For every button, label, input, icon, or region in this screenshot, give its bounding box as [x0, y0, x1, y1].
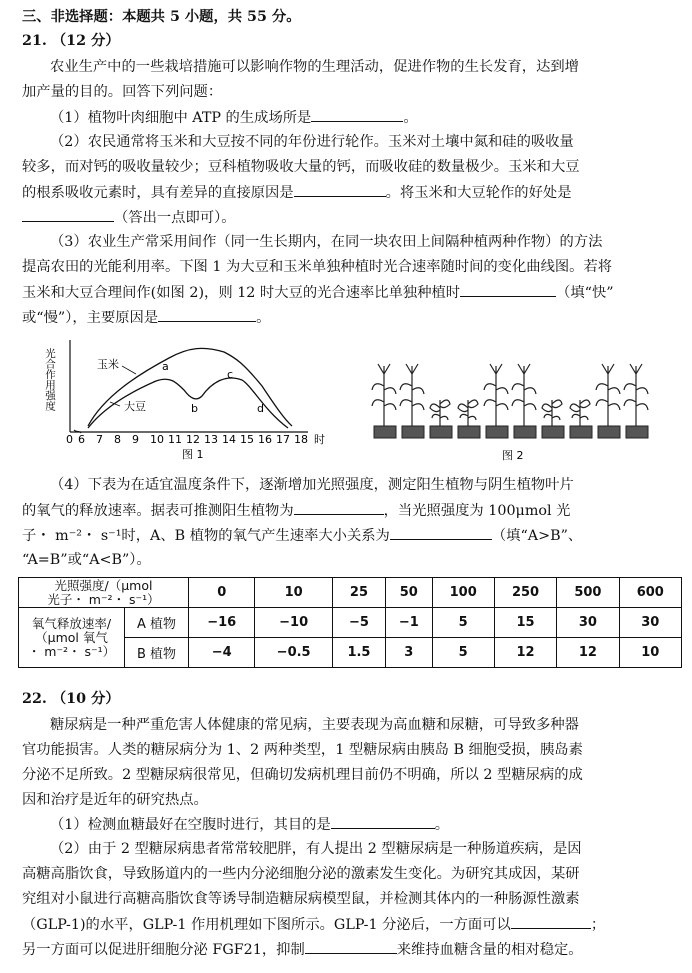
fig1-ylabel: 光合作用强度 — [44, 348, 56, 411]
fig2-soil-block — [374, 426, 396, 438]
q21-part1 — [50, 106, 674, 129]
q21-part3-line4 — [22, 306, 674, 329]
figure-2-drawing — [370, 360, 662, 462]
fig2-soil-block — [570, 426, 592, 438]
q21-part2-line3 — [22, 181, 674, 204]
q22-part2-line5 — [22, 938, 674, 961]
q22-intro-line3: 分泌不足所致。2 型糖尿病很常见，但确切发病机理目前仍不明确，所以 2 型糖尿病的成 — [22, 767, 583, 783]
q21-part3-blank1[interactable] — [460, 281, 556, 297]
fig1-tick-label: 7 — [96, 433, 103, 446]
q21-part4-text-c: 子・ m⁻²・ s⁻¹时，A、B 植物的氧气产生速率大小关系为 — [22, 528, 390, 544]
table-intensity-cell: 500 — [557, 578, 619, 608]
figure-1 — [44, 334, 334, 462]
q22-part2-text-a: （GLP-1)的水平，GLP-1 作用机理如下图所示。GLP-1 分泌后，一方面可以 — [22, 917, 511, 933]
table-intensity-cell: 600 — [619, 578, 681, 608]
q21-part2-line2: 较多，而对钙的吸收量较少；豆科植物吸收大量的钙，而吸收硅的数量极少。玉米和大豆 — [22, 159, 580, 175]
table-row-a — [19, 608, 682, 638]
q22-part2-line3: 究组对小鼠进行高糖高脂饮食等诱导制造糖尿病模型鼠，并检测其体内的一种肠源性激素 — [22, 891, 580, 907]
q21-part4-line1: （4）下表为在适宜温度条件下，逐渐增加光照强度，测定阳生植物与阴生植物叶片 — [50, 477, 574, 493]
fig2-soil-row — [374, 426, 648, 438]
fig1-soy-label: 大豆 — [124, 400, 146, 413]
q21-part2-line4 — [22, 206, 674, 229]
q21-part2-text-b: 。将玉米和大豆轮作的好处是 — [385, 185, 572, 201]
fig1-tick-label: 17 — [276, 433, 290, 446]
figure-1-chart — [44, 334, 334, 462]
q21-part2-line1: （2）农民通常将玉米和大豆按不同的年份进行轮作。玉米对土壤中氮和硅的吸收量 — [50, 134, 574, 150]
q21-part3-text-c: 或“慢”），主要原因是 — [22, 310, 159, 326]
q22-part1-text: （1）检测血糖最好在空腹时进行，其目的是 — [50, 817, 331, 833]
oxygen-rate-table — [18, 577, 682, 668]
table-cell: 1.5 — [332, 638, 385, 668]
fig1-tick-label: 8 — [114, 433, 121, 446]
table-intensity-cell: 250 — [494, 578, 556, 608]
q21-part3-line2: 提高农田的光能利用率。下图 1 为大豆和玉米单独种植时光合速率随时间的变化曲线图。若将 — [22, 259, 613, 275]
table-cell: −5 — [332, 608, 385, 638]
fig2-soil-block — [598, 426, 620, 438]
fig1-point-c: c — [227, 368, 234, 381]
q21-part2-text-a: 的根系吸收元素时，具有差异的直接原因是 — [22, 185, 294, 201]
q21-part4-line3 — [22, 524, 674, 547]
fig1-tick-label: 15 — [240, 433, 254, 446]
q22-part2-line4 — [22, 913, 674, 936]
fig1-tick-label: 0 — [66, 433, 73, 446]
table-cell: 12 — [557, 638, 619, 668]
q22-intro-line4: 因和治疗是近年的研究热点。 — [22, 792, 208, 808]
q21-intro-line1: 农业生产中的一些栽培措施可以影响作物的生理活动，促进作物的生长发育，达到增 — [50, 59, 579, 75]
fig1-tick-label: 10 — [150, 433, 164, 446]
q21-part2-blank2[interactable] — [22, 206, 114, 222]
q22-part1 — [50, 813, 674, 836]
q21-header: 21. （12 分） — [22, 33, 120, 49]
section-title: 三、非选择题：本题共 5 小题，共 55 分。 — [22, 9, 301, 25]
q21-part3-text-a: 玉米和大豆合理间作(如图 2)，则 12 时大豆的光合速率比单独种植时 — [22, 285, 461, 301]
table-cell: −10 — [255, 608, 332, 638]
q21-part3-line3 — [22, 281, 674, 304]
q21-part4-text-a: 的氧气的释放速率。据表可推测阳生植物为 — [22, 503, 294, 519]
fig2-corn-plant — [372, 364, 396, 426]
fig1-corn-pointer — [122, 366, 136, 374]
table-header-row — [19, 578, 682, 608]
table-header-label-line1: 光照强度/（μmol — [54, 577, 153, 593]
q22-intro-line1: 糖尿病是一种严重危害人体健康的常见病，主要表现为高血糖和尿糖，可导致多种器 — [50, 717, 579, 733]
fig1-tick-label: 12 — [186, 433, 200, 446]
fig2-soil-block — [430, 426, 452, 438]
table-cell: 10 — [619, 638, 681, 668]
fig2-soil-block — [626, 426, 648, 438]
q21-part3-text-d: 。 — [256, 310, 271, 326]
table-cell: −1 — [386, 608, 432, 638]
q22-intro-line2: 官功能损害。人类的糖尿病分为 1、2 两种类型，1 型糖尿病由胰岛 B 细胞受损，胰岛素 — [22, 742, 583, 758]
fig1-tick-label: 18 — [294, 433, 308, 446]
fig1-tick-label: 16 — [258, 433, 272, 446]
table-header-label — [19, 578, 189, 608]
q22-part2-text-d: 来维持血糖含量的相对稳定。 — [396, 942, 583, 958]
q21-part4-line2 — [22, 499, 674, 522]
q22-part2-line1: （2）由于 2 型糖尿病患者常常较肥胖，有人提出 2 型糖尿病是一种肠道疾病，是因 — [50, 841, 582, 857]
table-cell: 3 — [386, 638, 432, 668]
fig2-soil-block — [514, 426, 536, 438]
q21-intro-line2: 加产量的目的。回答下列问题： — [22, 84, 223, 100]
fig1-tick-label: 11 — [168, 433, 182, 446]
fig2-soybean-plant — [542, 400, 562, 426]
fig1-x-ticks — [66, 433, 308, 446]
table-cell: −4 — [189, 638, 255, 668]
q21-part4-line4: “A=B”或“A<B”）。 — [22, 552, 151, 568]
fig2-caption: 图 2 — [502, 449, 524, 462]
table-intensity-cell: 10 — [255, 578, 332, 608]
table-intensity-cell: 100 — [432, 578, 494, 608]
q22-header: 22. （10 分） — [22, 691, 120, 707]
table-cell: 30 — [619, 608, 681, 638]
fig2-soybean-plant — [430, 400, 450, 426]
q21-part3-blank2[interactable] — [158, 306, 256, 322]
fig2-soybean-plant — [458, 400, 478, 426]
q22-part1-blank[interactable] — [331, 813, 435, 829]
q21-part4-blank2[interactable] — [390, 524, 492, 540]
table-row-b-label: B 植物 — [125, 638, 189, 668]
q21-part4-text-d: （填“A>B”、 — [491, 528, 583, 544]
fig2-soybean-plant — [570, 400, 590, 426]
table-cell: 5 — [432, 638, 494, 668]
table-cell: −16 — [189, 608, 255, 638]
q21-part3-text-b: （填“快” — [556, 285, 614, 301]
q21-part1-text: （1）植物叶肉细胞中 ATP 的生成场所是 — [50, 110, 312, 126]
q21-part2-text-c: （答出一点即可）。 — [114, 210, 236, 226]
table-cell: 15 — [494, 608, 556, 638]
q21-part1-blank[interactable] — [311, 106, 403, 122]
fig1-corn-label: 玉米 — [97, 358, 119, 371]
fig2-soil-block — [542, 426, 564, 438]
q22-part2-blank2[interactable] — [305, 938, 397, 954]
table-cell: 5 — [432, 608, 494, 638]
fig2-plant-row — [372, 364, 648, 426]
fig2-corn-plant — [624, 364, 648, 426]
table-rate-label — [19, 608, 125, 668]
fig2-corn-plant — [400, 364, 424, 426]
q22-part2-line2: 高糖高脂饮食，导致肠道内的一些内分泌细胞分泌的激素发生变化。为研究其成因，某研 — [22, 866, 580, 882]
fig1-point-d: d — [257, 402, 264, 415]
fig1-tick-label: 13 — [204, 433, 218, 446]
table-rate-label-line1: 氧气释放速率/ — [31, 615, 112, 631]
fig1-x-unit: 时 — [314, 433, 325, 446]
fig2-soil-block — [486, 426, 508, 438]
q21-part3-line1: （3）农业生产常采用间作（同一生长期内，在同一块农田上间隔种植两种作物）的方法 — [50, 234, 603, 250]
fig1-point-a: a — [162, 360, 169, 373]
q21-part4-blank1[interactable] — [294, 499, 384, 515]
table-intensity-cell: 0 — [189, 578, 255, 608]
figure-2 — [370, 360, 662, 462]
table-cell: 30 — [557, 608, 619, 638]
fig2-soil-block — [402, 426, 424, 438]
fig1-tick-label: 6 — [78, 433, 85, 446]
table-header-label-line2: 光子・ m⁻²・ s⁻¹） — [47, 591, 160, 607]
fig1-tick-label: 14 — [222, 433, 236, 446]
q22-part2-text-b: ； — [590, 917, 606, 933]
table-rate-label-line2: （μmol 氧气 — [35, 629, 108, 645]
fig2-corn-plant — [484, 364, 508, 426]
fig1-point-b: b — [191, 402, 198, 415]
table-cell: 12 — [494, 638, 556, 668]
fig2-corn-plant — [596, 364, 620, 426]
fig2-soil-block — [458, 426, 480, 438]
fig2-corn-plant — [512, 364, 536, 426]
table-intensity-cell: 50 — [386, 578, 432, 608]
q21-part2-blank1[interactable] — [294, 181, 386, 197]
table-cell: −0.5 — [255, 638, 332, 668]
table-row-a-label: A 植物 — [125, 608, 189, 638]
q21-part4-text-b: ，当光照强度为 100μmol 光 — [383, 503, 571, 519]
fig1-caption: 图 1 — [182, 448, 204, 461]
q22-part2-blank1[interactable] — [511, 913, 591, 929]
table-intensity-cell: 25 — [332, 578, 385, 608]
table-rate-label-line3: ・ m⁻²・ s⁻¹） — [27, 643, 116, 659]
q21-part1-end: 。 — [403, 110, 418, 126]
q22-part2-text-c: 另一方面可以促进肝细胞分泌 FGF21，抑制 — [22, 942, 305, 958]
q22-part1-end: 。 — [434, 817, 450, 833]
fig1-tick-label: 9 — [132, 433, 139, 446]
